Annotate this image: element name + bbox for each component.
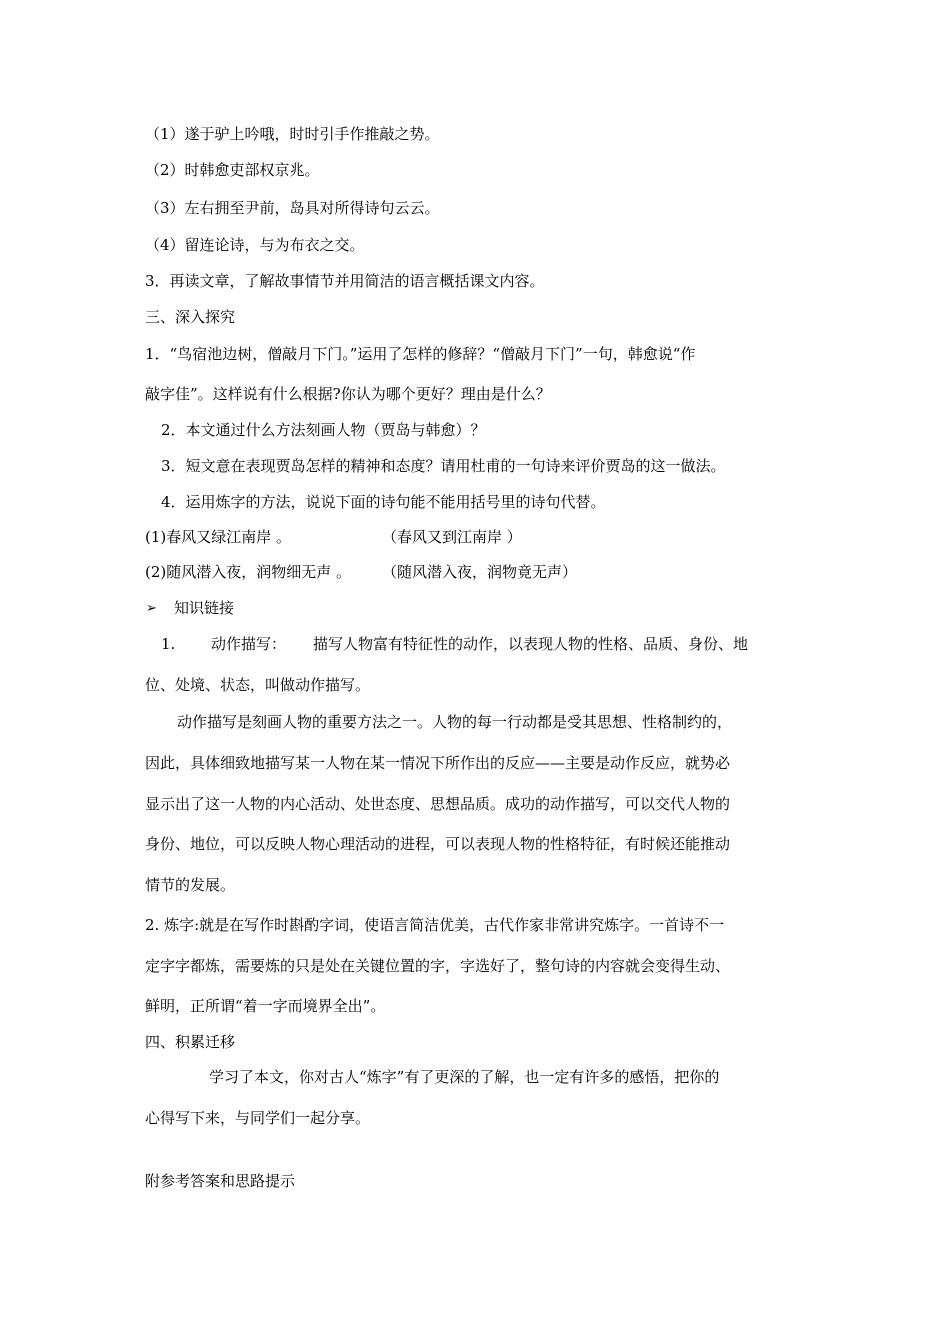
text-line: （3）左右拥至尹前，岛具对所得诗句云云。 [145, 199, 440, 217]
subsection-title: 知识链接 [174, 599, 235, 617]
item-number: 1. [161, 635, 176, 653]
poem-line: (2)随风潜入夜，润物细无声 。 [145, 563, 352, 581]
paragraph-line: 因此，具体细致地描写某一人物在某一情况下所作出的反应——主要是动作反应，就势必 [145, 754, 731, 772]
text-line: 1．“鸟宿池边树，僧敲月下门。”运用了怎样的修辞？“僧敲月下门”一句，韩愈说“作 [145, 345, 696, 363]
paragraph-line: 心得写下来，与同学们一起分享。 [145, 1109, 371, 1127]
poem-alternative: （随风潜入夜，润物竟无声） [382, 563, 578, 581]
item-term: 动作描写： [211, 635, 287, 653]
paragraph-line: 情节的发展。 [145, 876, 236, 894]
text-line: 3．再读文章，了解故事情节并用简洁的语言概括课文内容。 [145, 272, 545, 290]
text-line: 描写人物富有特征性的动作，以表现人物的性格、品质、身份、地 [313, 635, 749, 653]
poem-alternative: （春风又到江南岸 ） [382, 528, 522, 546]
poem-line: (1)春风又绿江南岸 。 [145, 528, 292, 546]
appendix-heading: 附参考答案和思路提示 [145, 1172, 296, 1190]
text-line: 4．运用炼字的方法，说说下面的诗句能不能用括号里的诗句代替。 [161, 493, 606, 511]
paragraph-line: 身份、地位，可以反映人物心理活动的进程，可以表现人物的性格特征，有时候还能推动 [145, 835, 731, 853]
paragraph-line: 动作描写是刻画人物的重要方法之一。人物的每一行动都是受其思想、性格制约的， [177, 713, 733, 731]
paragraph-line: 鲜明，正所谓“着一字而境界全出”。 [145, 997, 386, 1015]
text-line: 位、处境、状态，叫做动作描写。 [145, 676, 371, 694]
section-heading: 三、深入探究 [145, 308, 236, 326]
text-line: （2）时韩愈吏部权京兆。 [145, 161, 320, 179]
paragraph-line: 定字字都炼，需要炼的只是处在关键位置的字，字选好了，整句诗的内容就会变得生动、 [145, 957, 731, 975]
text-line: 敲字佳”。这样说有什么根据?你认为哪个更好？理由是什么？ [145, 385, 551, 403]
text-line: 2．本文通过什么方法刻画人物（贾岛与韩愈）？ [161, 421, 486, 439]
paragraph-line: 2. 炼字:就是在写作时斟酌字词，使语言简洁优美，古代作家非常讲究炼字。一首诗不一 [145, 916, 725, 934]
arrow-bullet-icon: ➢ [146, 601, 157, 616]
text-line: （4）留连论诗，与为布衣之交。 [145, 236, 365, 254]
text-line: （1）遂于驴上吟哦，时时引手作推敲之势。 [145, 125, 440, 143]
paragraph-line: 显示出了这一人物的内心活动、处世态度、思想品质。成功的动作描写，可以交代人物的 [145, 795, 731, 813]
section-heading: 四、积累迁移 [145, 1033, 236, 1051]
paragraph-line: 学习了本文，你对古人“炼字”有了更深的了解，也一定有许多的感悟，把你的 [209, 1068, 720, 1086]
text-line: 3．短文意在表现贾岛怎样的精神和态度？请用杜甫的一句诗来评价贾岛的这一做法。 [161, 457, 726, 475]
